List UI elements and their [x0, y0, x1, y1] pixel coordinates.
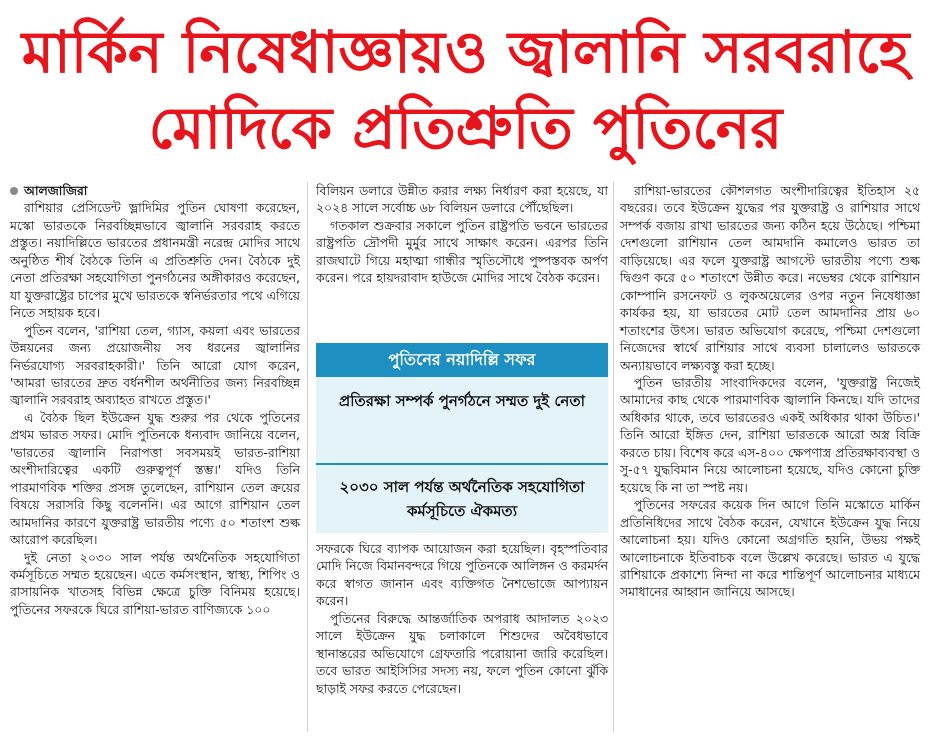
paragraph: দুই নেতা ২০৩০ সাল পর্যন্ত অর্থনৈতিক সহযোগিতা কর্মসূচিতে সম্মত হয়েছেন। এতে কর্মসংস্থান, স্বাস্থ্য, শিপিং ও রাসায়নিক খাতসহ বিভিন্ন ক্ষেত্রে চুক্তি বিনিময় হয়েছে। পুতিনের সফরকে ঘিরে রাশিয়া-ভারত বাণিজ্যকে ১০০	[10, 549, 300, 617]
paragraph: পুতিনের সফরের কয়েক দিন আগে তিনি মস্কোতে মার্কিন প্রতিনিধিদের সাথে বৈঠক করেন, যেখানে ইউক্রেন যুদ্ধ নিয়ে আলোচনা হয়। যদিও কোনো অগ্রগতি হয়নি, উভয় পক্ষই আলোচনাকে ইতিবাচক বলে উল্লেখ করেছে। ভারত এ যুদ্ধে রাশিয়াকে প্রকাশ্যে নিন্দা না করে শান্তিপূর্ণ আলোচনার মাধ্যমে সমাধানের আহ্বান জানিয়ে আসছে।	[620, 497, 920, 600]
column-divider	[307, 182, 308, 732]
paragraph: বিলিয়ন ডলারে উন্নীত করার লক্ষ্য নির্ধারণ করা হয়েছে, যা ২০২৪ সালে সর্বোচ্চ ৬৮ বিলিয়ন ডলারে পৌঁছেছিল।	[316, 183, 608, 216]
highlight-divider	[316, 463, 608, 465]
highlight-item-1: প্রতিরক্ষা সম্পর্ক পুনর্গঠনে সম্মত দুই নেতা	[339, 392, 585, 410]
highlight-item-2: ২০৩০ সাল পর্যন্ত অর্থনৈতিক সহযোগিতা কর্মসূচিতে ঐকমত্য	[339, 478, 585, 520]
paragraph: পুতিনের বিরুদ্ধে আন্তর্জাতিক অপরাধ আদালত ২০২৩ সালে ইউক্রেন যুদ্ধ চলাকালে শিশুদের অবৈধভাবে স্থানান্তরের অভিযোগে গ্রেফতারি পরোয়ানা জারি করেছিল। তবে ভারত আইসিসির সদস্য নয়, ফলে পুতিন কোনো ঝুঁকি ছাড়াই সফর করতে পেরেছেন।	[316, 610, 608, 696]
byline	[10, 182, 300, 199]
highlight-box	[316, 343, 608, 533]
headline-line-2: মোদিকে প্রতিশ্রুতি পুতিনের	[148, 94, 783, 162]
byline-source: আলজাজিরা	[24, 183, 88, 198]
paragraph: রাশিয়ার প্রেসিডেন্ট ভ্লাদিমির পুতিন ঘোষণা করেছেন, মস্কো ভারতকে নিরবচ্ছিন্নভাবে জ্বালানি সরবরাহ করতে প্রস্তুত। নয়াদিল্লিতে ভারতের প্রধানমন্ত্রী নরেন্দ্র মোদির সাথে অনুষ্ঠিত শীর্ষ বৈঠকে তিনি এ প্রতিশ্রুতি দেন। বৈঠকে দুই নেতা প্রতিরক্ষা সহযোগিতা পুনর্গঠনের অঙ্গীকারও করেছেন, যা যুক্তরাষ্ট্রের চাপের মুখে ভারতকে স্বনির্ভরতার পথে এগিয়ে নিতে সহায়ক হবে।	[10, 200, 300, 321]
highlight-box-header: পুতিনের নয়াদিল্লি সফর	[316, 343, 608, 377]
paragraph: গতকাল শুক্রবার সকালে পুতিন রাষ্ট্রপতি ভবনে ভারতের রাষ্ট্রপতি দ্রৌপদী মুর্মুর সাথে সাক্ষাৎ করেন। এরপর তিনি রাজঘাটে গিয়ে মহাত্মা গান্ধীর স্মৃতিসৌধে পুষ্পস্তবক অর্পণ করেন। পরে হায়দরাবাদ হাউজে মোদির সাথে বৈঠক করেন।	[316, 217, 608, 286]
paragraph: সফরকে ঘিরে ব্যাপক আয়োজন করা হয়েছিল। বৃহস্পতিবার মোদি নিজে বিমানবন্দরে গিয়ে পুতিনকে আলিঙ্গন ও করমর্দন করে স্বাগত জানান এবং ব্যক্তিগত নৈশভোজে আপ্যায়ন করেন।	[316, 541, 608, 609]
article-column-1	[10, 182, 300, 618]
article-column-3	[620, 182, 920, 601]
paragraph: পুতিন ভারতীয় সাংবাদিকদের বলেন, 'যুক্তরাষ্ট্র নিজেই আমাদের কাছ থেকে পারমাণবিক জ্বালানি কিনছে। যদি তাদের অধিকার থাকে, তবে ভারতেরও একই অধিকার থাকা উচিত।' তিনি আরো ইঙ্গিত দেন, রাশিয়া ভারতকে আরো অস্ত্র বিক্রি করতে চায়। বিশেষ করে এস-৪০০ ক্ষেপণাস্ত্র প্রতিরক্ষাব্যবস্থা ও সু-৫৭ যুদ্ধবিমান নিয়ে আলোচনা হয়েছে, যদিও কোনো চুক্তি হয়েছে কি না তা স্পষ্ট নয়।	[620, 374, 920, 495]
bullet-icon	[10, 187, 18, 195]
headline	[0, 0, 931, 172]
paragraph: রাশিয়া-ভারতের কৌশলগত অংশীদারিত্বের ইতিহাস ২৫ বছরের। তবে ইউক্রেন যুদ্ধের পর যুক্তরাষ্ট্র ও রাশিয়ার সাথে সম্পর্ক বজায় রাখা ভারতের জন্য কঠিন হয়ে উঠেছে। পশ্চিমা দেশগুলো রাশিয়ান তেল আমদানি কমালেও ভারত তা বাড়িয়েছে। এর ফলে যুক্তরাষ্ট্র আগস্টে ভারতীয় পণ্যে শুল্ক দ্বিগুণ করে ৫০ শতাংশে উন্নীত করে। নভেম্বর থেকে রাশিয়ান কোম্পানি রসনেফট ও লুকঅয়েলের ওপর নতুন নিষেধাজ্ঞা কার্যকর হয়, যা ভারতের মোট তেল আমদানির প্রায় ৬০ শতাংশের উৎস। ভারত অভিযোগ করেছে, পশ্চিমা দেশগুলো নিজেদের স্বার্থে রাশিয়ার সাথে ব্যবসা চালালেও ভারতকে অন্যায়ভাবে লক্ষ্যবস্তু করা হচ্ছে।	[620, 183, 920, 373]
column-divider	[613, 182, 614, 732]
paragraph: পুতিন বলেন, 'রাশিয়া তেল, গ্যাস, কয়লা এবং ভারতের উন্নয়নের জন্য প্রয়োজনীয় সব ধরনের জ্বালানির নির্ভরযোগ্য সরবরাহকারী।' তিনি আরো যোগ করেন, 'আমরা ভারতের দ্রুত বর্ধনশীল অর্থনীতির জন্য নিরবচ্ছিন্ন জ্বালানি সরবরাহ অব্যাহত রাখতে প্রস্তুত।'	[10, 322, 300, 408]
paragraph: এ বৈঠক ছিল ইউক্রেন যুদ্ধ শুরুর পর থেকে পুতিনের প্রথম ভারত সফর। মোদি পুতিনকে ধন্যবাদ জানিয়ে বলেন, 'ভারতের জ্বালানি নিরাপত্তা সবসময়ই ভারত-রাশিয়া অংশীদারিত্বের একটি গুরুত্বপূর্ণ স্তম্ভ।' যদিও তিনি পারমাণবিক শক্তির প্রসঙ্গ তুলেছেন, রাশিয়ান তেল ক্রয়ের বিষয়ে সরাসরি কিছু বলেননি। এর আগে রাশিয়ান তেল আমদানির কারণে যুক্তরাষ্ট্র ভারতীয় পণ্যে ৫০ শতাংশ শুল্ক আরোপ করেছিল।	[10, 409, 300, 548]
article-column-2-top	[316, 182, 608, 287]
headline-line-1: মার্কিন নিষেধাজ্ঞায়ও জ্বালানি সরবরাহে	[21, 18, 910, 86]
article-column-2-bottom	[316, 540, 608, 697]
